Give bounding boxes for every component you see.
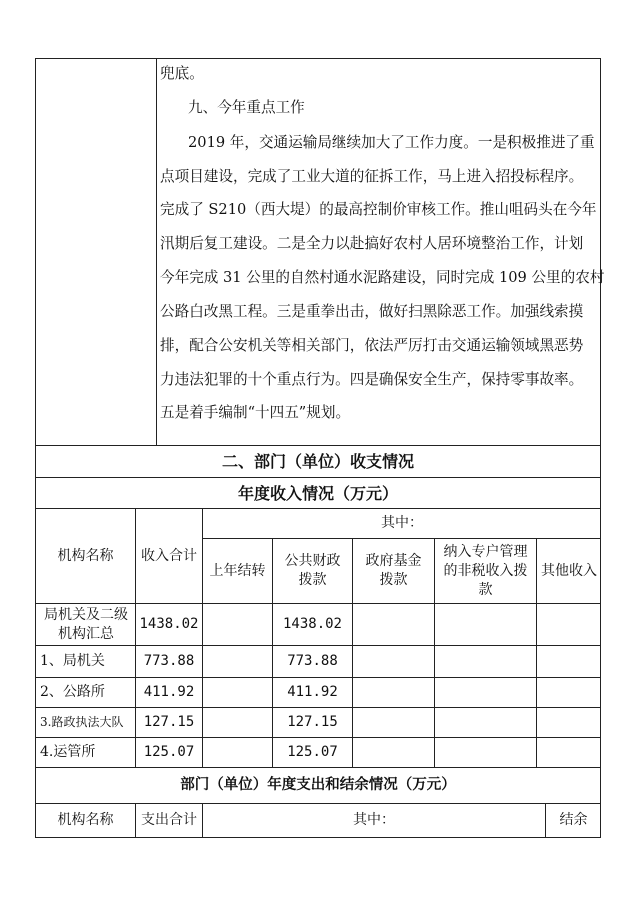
section-two-title: 二、部门（单位）收支情况 [221,452,414,471]
income-row-total: 125.07 [143,744,195,760]
narrative-line: 五是着手编制“十四五”规划。 [160,404,351,421]
narrative-line: 完成了 S210（西大堤）的最高控制价审核工作。推山咀码头在今年 [160,201,597,218]
narrative-line: 2019 年，交通运输局继续加大了工作力度。一是积极推进了重 [188,134,595,151]
narrative-line: 公路白改黑工程。三是重拳出击，做好扫黑除恶工作。加强线索摸 [160,303,584,320]
narrative-line: 排，配合公安机关等相关部门，依法严厉打击交通运输领域黑恶势 [160,337,584,354]
income-row-total: 1438.02 [139,616,199,632]
income-row-name: 局机关及二级机构汇总 [44,606,128,642]
income-col-org: 机构名称 [57,547,114,564]
income-subcol-special-account [435,539,536,603]
narrative-line: 汛期后复工建设。二是全力以赴搞好农村人居环境整治工作，计划 [160,235,584,252]
income-subcol-public-finance-label: 公共财政拨款 [284,553,341,588]
narrative-line: 力违法犯罪的十个重点行为。四是确保安全生产，保持零事故率。 [160,371,584,388]
income-row-name: 2、公路所 [40,684,105,700]
income-col-total: 收入合计 [141,547,197,564]
expense-table-title: 部门（单位）年度支出和结余情况（万元） [180,777,456,793]
narrative-line: 点项目建设，完成了工业大道的征拆工作，马上进入招投标程序。 [160,168,584,185]
income-row-public: 127.15 [287,714,338,730]
narrative-line-0: 兜底。 [160,65,204,82]
expense-col-balance: 结余 [559,812,588,828]
narrative-line: 今年完成 31 公里的自然村通水泥路建设，同时完成 109 公里的农村 [160,269,605,286]
income-subcol-other: 其他收入 [541,562,597,579]
income-subcol-public-finance [273,539,352,603]
income-col-among: 其中： [381,515,423,531]
income-table-title: 年度收入情况（万元） [237,483,398,503]
income-row-public: 125.07 [287,744,338,760]
expense-col-among: 其中： [353,812,395,828]
expense-col-total: 支出合计 [141,812,197,828]
section-nine-heading: 九、今年重点工作 [188,99,305,116]
income-row-name: 1、局机关 [40,653,105,669]
income-subcol-special-account-label: 纳入专户管理的非税收入拨款 [443,543,528,598]
income-row-total: 127.15 [143,714,195,730]
income-row-total: 773.88 [143,653,195,669]
income-row-public: 1438.02 [282,616,342,632]
income-row-public: 411.92 [287,684,338,700]
income-row-name: 4.运管所 [40,744,96,760]
expense-col-org: 机构名称 [57,812,114,828]
narrative-left-divider [156,58,157,446]
income-subcol-gov-fund-label: 政府基金拨款 [365,553,422,588]
income-row-name: 3.路政执法大队 [40,715,124,729]
income-subcol-gov-fund [353,539,434,603]
income-row-public: 773.88 [287,653,338,669]
income-row-total: 411.92 [143,684,195,700]
income-subcol-carryover: 上年结转 [209,562,266,579]
